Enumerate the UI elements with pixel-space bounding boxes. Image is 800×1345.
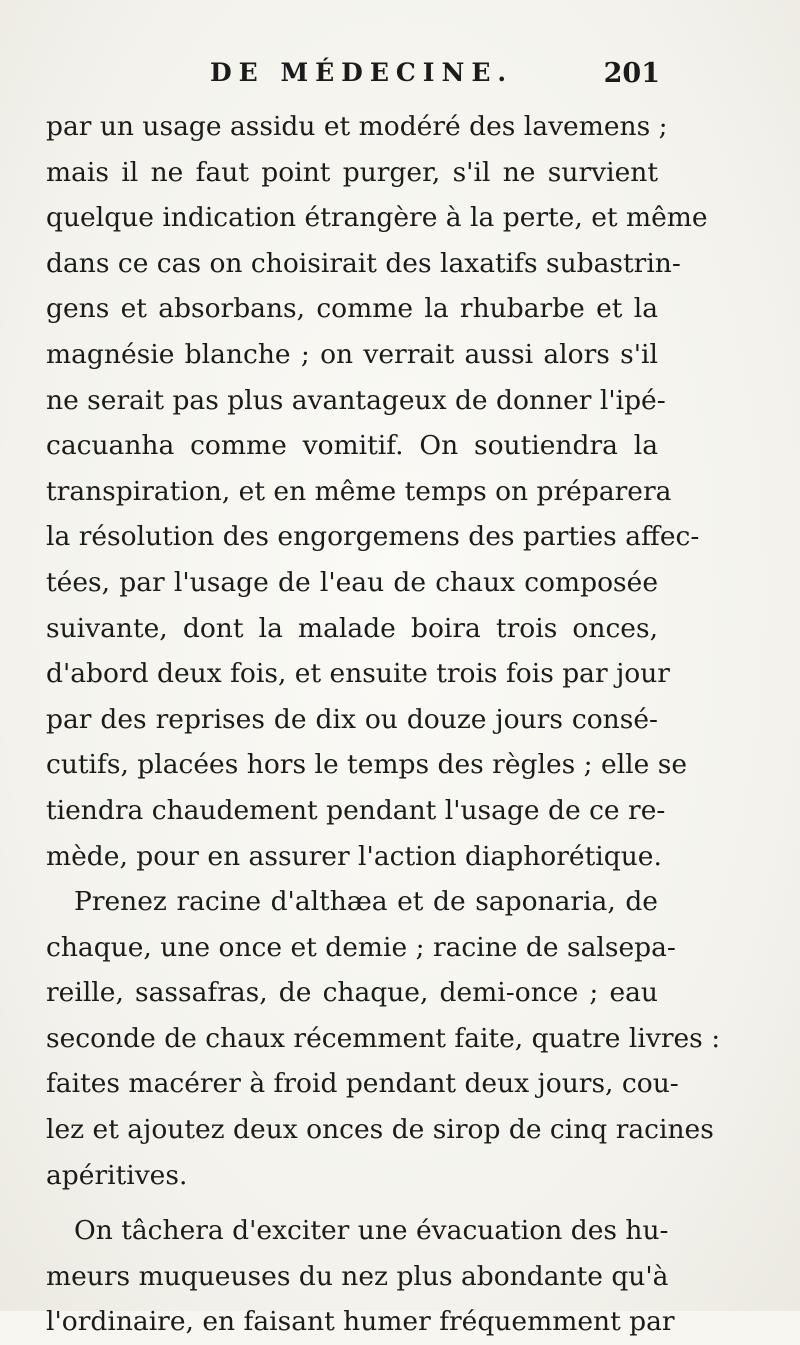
text-line: la résolution des engorgemens des parties affec- <box>46 521 700 553</box>
text-line: par un usage assidu et modéré des lavemens ; <box>46 111 668 142</box>
text-line: dans ce cas on choisirait des laxatifs subastrin- <box>46 247 681 279</box>
paragraph-gap <box>46 1198 658 1208</box>
running-head-title: DE MÉDECINE. <box>210 58 514 87</box>
text-line: par des reprises de dix ou douze jours consé- <box>46 703 658 735</box>
text-line: On tâchera d'exciter une évacuation des hu- <box>74 1215 669 1247</box>
paragraph <box>46 1208 675 1345</box>
text-line: tiendra chaudement pendant l'usage de ce re- <box>46 794 666 826</box>
text-line: tées, par l'usage de l'eau de chaux composée <box>46 566 658 598</box>
text-line: chaque, une once et demie ; racine de salsepa- <box>46 931 676 963</box>
text-line: Prenez racine d'althæa et de saponaria, de <box>74 886 658 918</box>
text-line: ne serait pas plus avantageux de donner l'ipé- <box>46 384 666 416</box>
running-head <box>50 58 660 98</box>
text-line: faites macérer à froid pendant deux jours, cou- <box>46 1068 679 1100</box>
paragraph <box>46 879 721 1198</box>
body-text <box>46 104 721 1345</box>
text-line: seconde de chaux récemment faite, quatre livres : <box>46 1022 721 1054</box>
text-line: d'abord deux fois, et ensuite trois fois par jour <box>46 658 670 690</box>
text-line: meurs muqueuses du nez plus abondante qu'à <box>46 1260 669 1292</box>
text-line: suivante, dont la malade boira trois onces, <box>46 612 658 644</box>
text-line: cutifs, placées hors le temps des règles ; elle se <box>46 749 688 781</box>
paragraph <box>46 104 708 879</box>
text-line: reille, sassafras, de chaque, demi-once ; eau <box>46 977 658 1009</box>
text-line: gens et absorbans, comme la rhubarbe et la <box>46 293 658 325</box>
text-line: mais il ne faut point purger, s'il ne survient <box>46 156 658 188</box>
text-line: magnésie blanche ; on verrait aussi alors s'il <box>46 338 658 370</box>
text-line: transpiration, et en même temps on préparera <box>46 475 672 507</box>
text-line: quelque indication étrangère à la perte, et même <box>46 202 708 234</box>
text-line: mède, pour en assurer l'action diaphorétique. <box>46 840 662 872</box>
text-line: l'ordinaire, en faisant humer fréquemment par <box>46 1306 675 1338</box>
page-number: 201 <box>603 58 660 89</box>
text-line: apéritives. <box>46 1159 188 1191</box>
text-line: cacuanha comme vomitif. On soutiendra la <box>46 430 658 462</box>
text-line: lez et ajoutez deux onces de sirop de cinq racines <box>46 1114 714 1146</box>
